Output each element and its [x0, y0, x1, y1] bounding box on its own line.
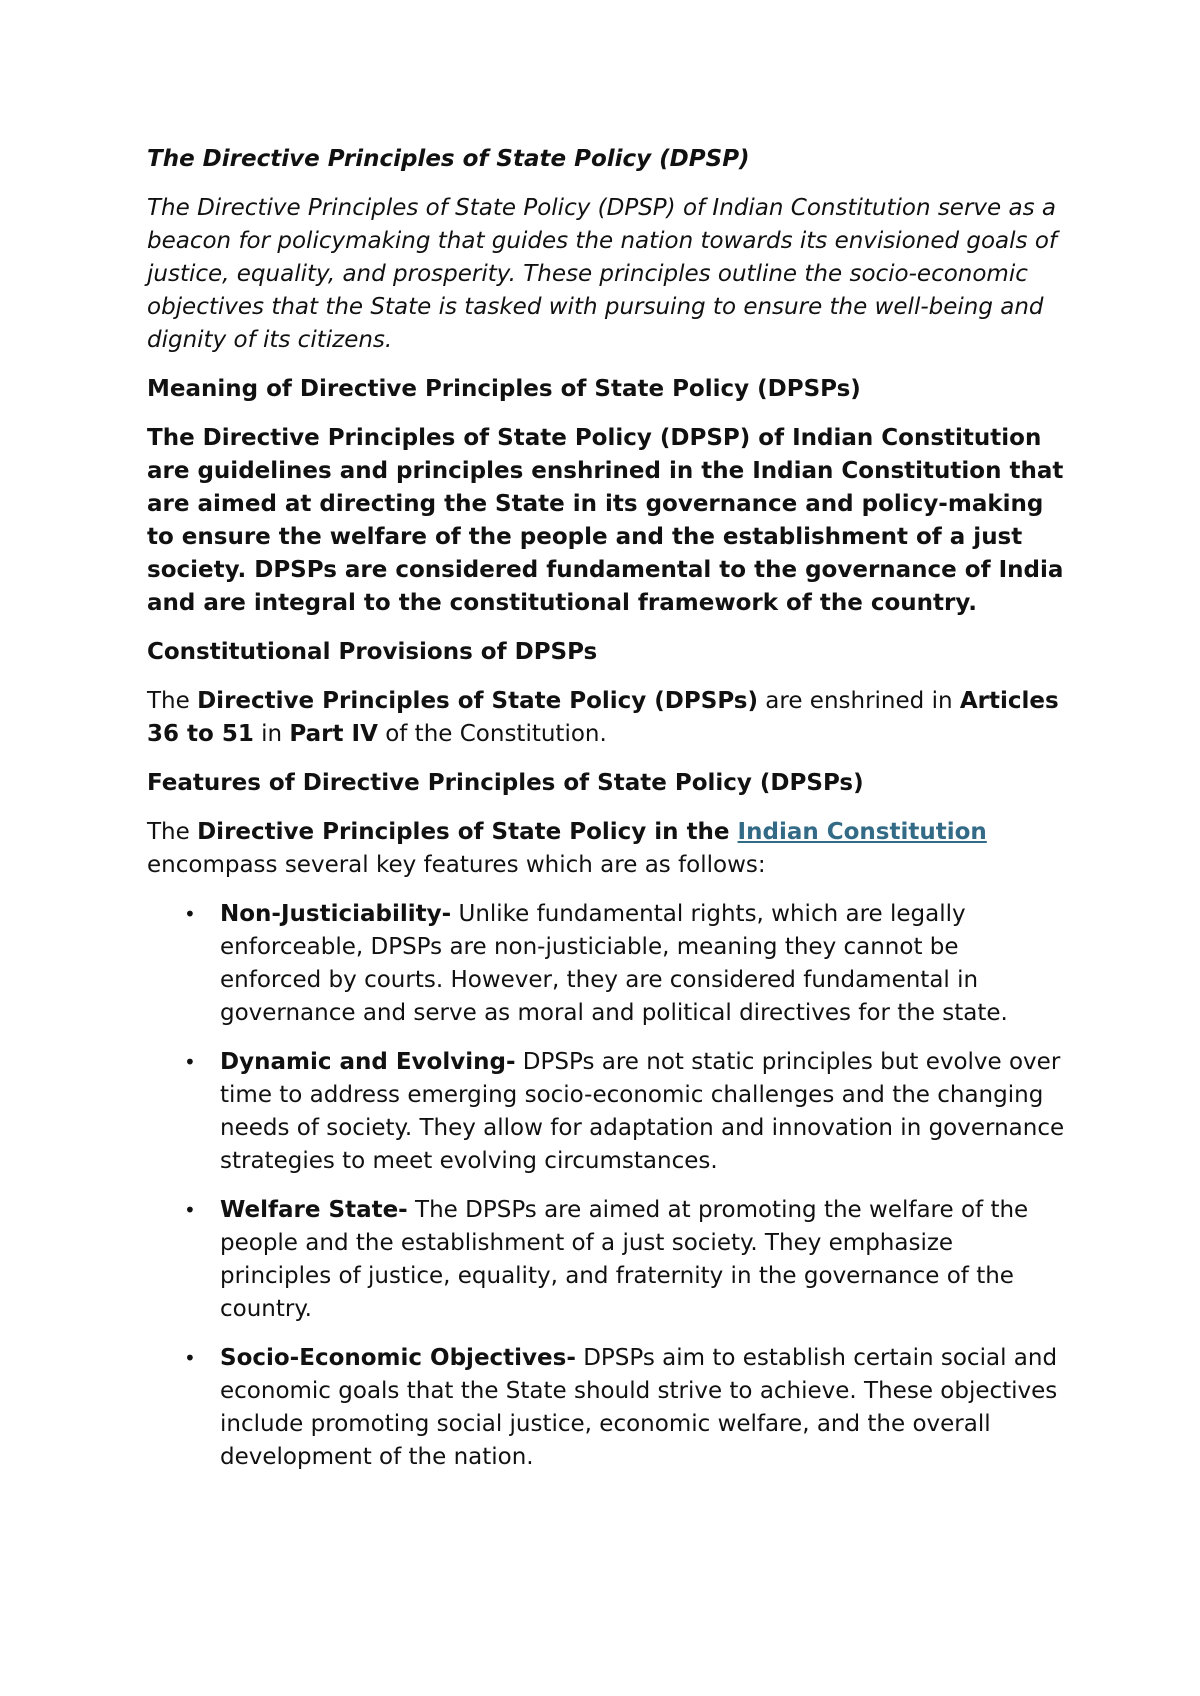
bullet-icon: •: [184, 1346, 196, 1370]
feature-term: Welfare State-: [220, 1197, 408, 1223]
list-item: [147, 1046, 1067, 1178]
feature-text: The DPSPs are aimed at promoting the welfare of the people and the establishment of a just society. They emphasize principles of justice, equality, and fraternity in the governance of the country.: [220, 1197, 1029, 1322]
bullet-icon: •: [184, 902, 196, 926]
feature-text: DPSPs are not static principles but evolve over time to address emerging socio-economic challenges and the changing needs of society. They allow for adaptation and innovation in governance strategies to meet evolving circumstances.: [220, 1049, 1065, 1174]
feature-text: DPSPs aim to establish certain social and economic goals that the State should strive to achieve. These objectives include promoting social justice, economic welfare, and the overall development of the nation.: [220, 1345, 1058, 1470]
document-title: The Directive Principles of State Policy (DPSP): [147, 146, 750, 172]
list-item: [147, 1194, 1067, 1326]
feature-text: Unlike fundamental rights, which are legally enforceable, DPSPs are non-justiciable, meaning they cannot be enforced by courts. However, they are considered fundamental in governance and serve as moral and political directives for the state.: [220, 901, 1008, 1026]
features-list: [147, 898, 1067, 1474]
feature-term: Non-Justiciability-: [220, 901, 452, 927]
feature-term: Dynamic and Evolving-: [220, 1049, 516, 1075]
provisions-heading: Constitutional Provisions of DPSPs: [147, 639, 598, 665]
provisions-text-4: of the Constitution.: [377, 721, 607, 747]
document-page: [147, 143, 1067, 1490]
provisions-text-3: in: [253, 721, 290, 747]
provisions-bold-1: Directive Principles of State Policy (DPSPs): [197, 688, 758, 714]
provisions-bold-3: Part IV: [289, 721, 378, 747]
features-heading: Features of Directive Principles of State Policy (DPSPs): [147, 770, 864, 796]
bullet-icon: •: [184, 1198, 196, 1222]
features-intro-bold: Directive Principles of State Policy in the: [197, 819, 738, 845]
intro-paragraph: The Directive Principles of State Policy (DPSP) of Indian Constitution serve as a beacon for policymaking that guides the nation towards its envisioned goals of justice, equality, and prosperity. These principles outline the socio-economic objectives that the State is tasked with pursuing to ensure the well-being and dignity of its citizens.: [147, 195, 1057, 353]
provisions-text-2: are enshrined in: [757, 688, 960, 714]
indian-constitution-link[interactable]: Indian Constitution: [737, 819, 987, 845]
features-intro-post: encompass several key features which are as follows:: [147, 852, 766, 878]
list-item: [147, 898, 1067, 1030]
list-item: [147, 1342, 1067, 1474]
features-intro-pre: The: [147, 819, 198, 845]
features-intro: [147, 816, 1067, 882]
provisions-paragraph: [147, 685, 1067, 751]
meaning-paragraph: The Directive Principles of State Policy (DPSP) of Indian Constitution are guidelines and principles enshrined in the Indian Constitution that are aimed at directing the State in its governance and policy-making to ensure the welfare of the people and the establishment of a just society. DPSPs are considered fundamental to the governance of India and are integral to the constitutional framework of the country.: [147, 425, 1064, 616]
meaning-heading: Meaning of Directive Principles of State Policy (DPSPs): [147, 376, 861, 402]
feature-term: Socio-Economic Objectives-: [220, 1345, 576, 1371]
provisions-bold-2: Articles 36 to 51: [147, 688, 1059, 747]
provisions-text-1: The: [147, 688, 198, 714]
bullet-icon: •: [184, 1050, 196, 1074]
